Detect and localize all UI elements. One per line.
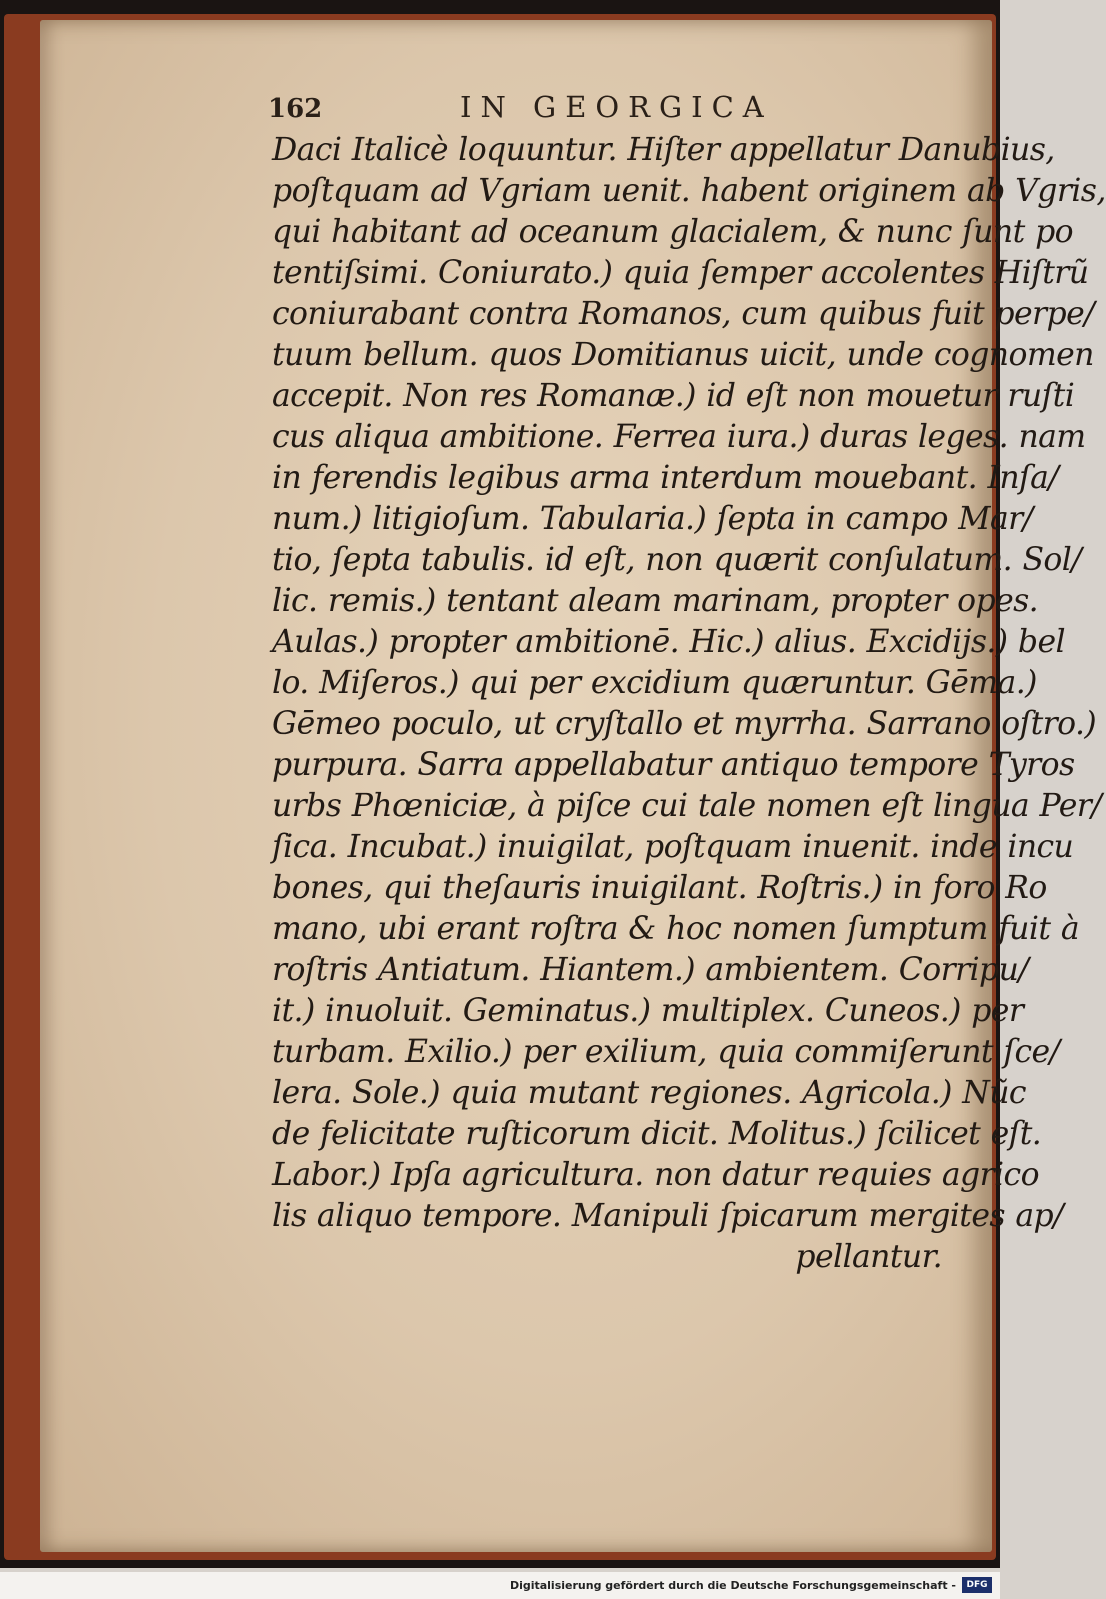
text-line: coniurabant contra Romanos, cum quibus fuit perpe/ [272,296,1095,332]
text-line: cus aliqua ambitione. Ferrea iura.) duras leges. nam [272,419,1086,455]
text-line: bones, qui theſauris inuigilant. Roſtris.) in foro Ro [272,870,1047,906]
text-line: de felicitate ruſticorum dicit. Molitus.) ſcilicet eſt. [272,1116,1042,1152]
digitization-footer [0,1572,1000,1599]
text-line: lo. Miſeros.) qui per excidium quæruntur. Gēma.) [272,665,1037,701]
text-line: in ferendis legibus arma interdum mouebant. Inſa/ [272,460,1059,496]
text-line: lera. Sole.) quia mutant regiones. Agricola.) Nũc [272,1075,1026,1111]
running-title: IN GEORGICA [460,90,773,124]
text-line: tuum bellum. quos Domitianus uicit, unde cognomen [272,337,1094,373]
text-line: lis aliquo tempore. Manipuli ſpicarum mergites ap/ [272,1198,1064,1234]
page-header [240,84,840,124]
text-line: urbs Phœniciæ, à piſce cui tale nomen eſt lingua Per/ [272,788,1102,824]
text-line: Daci Italicè loquuntur. Hiſter appellatur Danubius, [272,132,1055,168]
text-line: tentiſsimi. Coniurato.) quia ſemper accolentes Hiſtrũ [272,255,1089,291]
text-line-catchword: pellantur. [795,1239,942,1275]
folio-number: 162 [268,94,323,124]
text-line: Aulas.) propter ambitionē. Hic.) alius. Excidijs.) bel [272,624,1065,660]
text-line: qui habitant ad oceanum glacialem, & nunc ſunt po [272,214,1074,250]
text-line: purpura. Sarra appellabatur antiquo tempore Tyros [272,747,1075,783]
funding-credit: Digitalisierung gefördert durch die Deutsche Forschungsgemeinschaft - [509,1579,956,1592]
text-line: turbam. Exilio.) per exilium, quia commiſerunt ſce/ [272,1034,1060,1070]
text-line: it.) inuoluit. Geminatus.) multiplex. Cuneos.) per [272,993,1024,1029]
dfg-logo: DFG [962,1577,992,1593]
text-line: accepit. Non res Romanæ.) id eſt non mouetur ruſti [272,378,1075,414]
text-line: ſica. Incubat.) inuigilat, poſtquam inuenit. inde incu [272,829,1074,865]
text-line: tio, ſepta tabulis. id eſt, non quærit conſulatum. Sol/ [272,542,1082,578]
text-line: num.) litigioſum. Tabularia.) ſepta in campo Mar/ [272,501,1033,537]
text-line: poſtquam ad Vgriam uenit. habent originem ab Vgris, [272,173,1106,209]
text-line: Labor.) Ipſa agricultura. non datur requies agrico [272,1157,1039,1193]
commentary-text [272,130,1106,1278]
text-line: mano, ubi erant roſtra & hoc nomen ſumptum fuit à [272,911,1079,947]
text-line: lic. remis.) tentant aleam marinam, propter opes. [272,583,1039,619]
text-line: roſtris Antiatum. Hiantem.) ambientem. Corripu/ [272,952,1029,988]
text-line: Gēmeo poculo, ut cryſtallo et myrrha. Sarrano oſtro.) [272,706,1097,742]
